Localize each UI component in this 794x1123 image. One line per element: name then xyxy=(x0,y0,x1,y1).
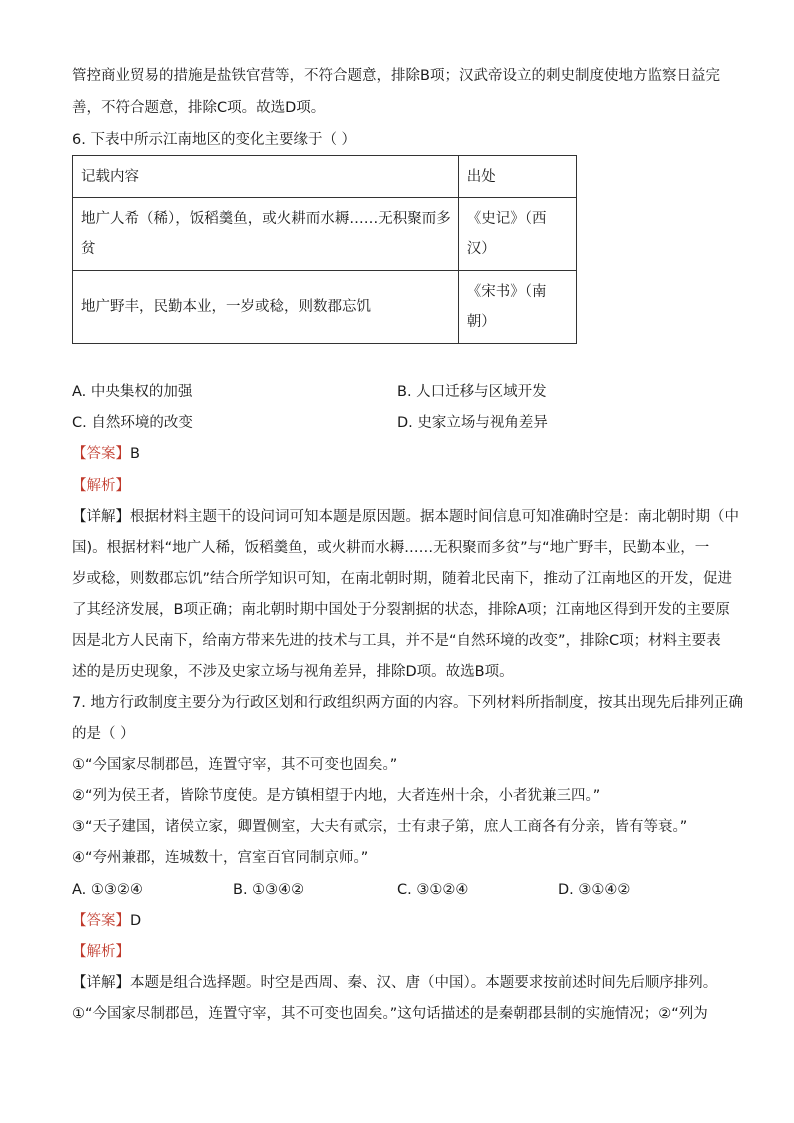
quote-item: ②“列为侯王者，皆除节度使。是方镇相望于内地，大者连州十余，小者犹兼三四。” xyxy=(72,788,601,804)
table-header-source: 出处 xyxy=(458,156,576,198)
table-cell-source: 《宋书》（南 朝） xyxy=(458,271,576,344)
answer-label: 【答案】 xyxy=(72,446,130,462)
question-7-stem: 7. 地方行政制度主要分为行政区划和行政组织两方面的内容。下列材料所指制度，按其出现先后排列正确 xyxy=(72,695,743,711)
quote-item: ④“夸州兼郡，连城数十，宫室百官同制京师。” xyxy=(72,850,369,866)
analysis-label: 【解析】 xyxy=(72,478,130,494)
text-line: 管控商业贸易的措施是盐铁官营等，不符合题意，排除B项；汉武帝设立的刺史制度使地方监察日益完 xyxy=(72,68,720,84)
detail-line: ①“今国家尽制郡邑，连置守宰，其不可变也固矣。”这句话描述的是秦朝郡县制的实施情况；②“列为 xyxy=(72,1006,708,1022)
answer-line xyxy=(72,444,140,464)
option-a: A. ①③②④ xyxy=(72,882,143,898)
table-cell-content: 地广人希（稀），饭稻羹鱼，或火耕而水耨……无积聚而多 贫 xyxy=(73,198,459,271)
question-6-stem: 6. 下表中所示江南地区的变化主要缘于（ ） xyxy=(72,132,357,148)
option-d: D. 史家立场与视角差异 xyxy=(397,415,548,431)
table-row xyxy=(73,198,577,271)
table-header-content: 记载内容 xyxy=(73,156,459,198)
detail-line: 因是北方人民南下，给南方带来先进的技术与工具，并不是“自然环境的改变”，排除C项；材料主要表 xyxy=(72,633,721,649)
detail-line: 了其经济发展，B项正确；南北朝时期中国处于分裂割据的状态，排除A项；江南地区得到开发的主要原 xyxy=(72,602,730,618)
option-c: C. ③①②④ xyxy=(397,882,469,898)
detail-line: 国)。根据材料“地广人稀，饭稻羹鱼，或火耕而水耨……无积聚而多贫”与“地广野丰，民勤本业，一 xyxy=(72,540,710,556)
detail-line: 岁或稔，则数郡忘饥”结合所学知识可知，在南北朝时期，随着北民南下，推动了江南地区的开发，促进 xyxy=(72,571,733,587)
table-cell-content: 地广野丰，民勤本业，一岁或稔，则数郡忘饥 xyxy=(73,271,459,344)
quote-item: ①“今国家尽制郡邑，连置守宰，其不可变也固矣。” xyxy=(72,757,398,773)
answer-value: D xyxy=(130,913,142,929)
detail-line: 【详解】根据材料主题干的设问词可知本题是原因题。据本题时间信息可知准确时空是：南北朝时期（中 xyxy=(72,509,739,525)
detail-line: 【详解】本题是组合选择题。时空是西周、秦、汉、唐（中国）。本题要求按前述时间先后顺序排列。 xyxy=(72,975,718,991)
text-line: 善，不符合题意，排除C项。故选D项。 xyxy=(72,100,326,116)
option-b: B. 人口迁移与区域开发 xyxy=(397,384,547,400)
question-7-stem: 的是（ ） xyxy=(72,726,135,742)
option-b: B. ①③④② xyxy=(233,882,305,898)
quote-item: ③“天子建国，诸侯立家，卿置侧室，大夫有贰宗，士有隶子第，庶人工商各有分亲，皆有等衰。” xyxy=(72,819,688,835)
option-a: A. 中央集权的加强 xyxy=(72,384,193,400)
answer-value: B xyxy=(130,446,140,462)
detail-line: 述的是历史现象，不涉及史家立场与视角差异，排除D项。故选B项。 xyxy=(72,664,514,680)
answer-label: 【答案】 xyxy=(72,913,130,929)
option-d: D. ③①④② xyxy=(558,882,631,898)
table-header-row xyxy=(73,156,577,198)
table-cell-source: 《史记》（西 汉） xyxy=(458,198,576,271)
source-table xyxy=(72,155,577,344)
option-c: C. 自然环境的改变 xyxy=(72,415,193,431)
table-row xyxy=(73,271,577,344)
analysis-label: 【解析】 xyxy=(72,944,130,960)
answer-line xyxy=(72,911,141,931)
